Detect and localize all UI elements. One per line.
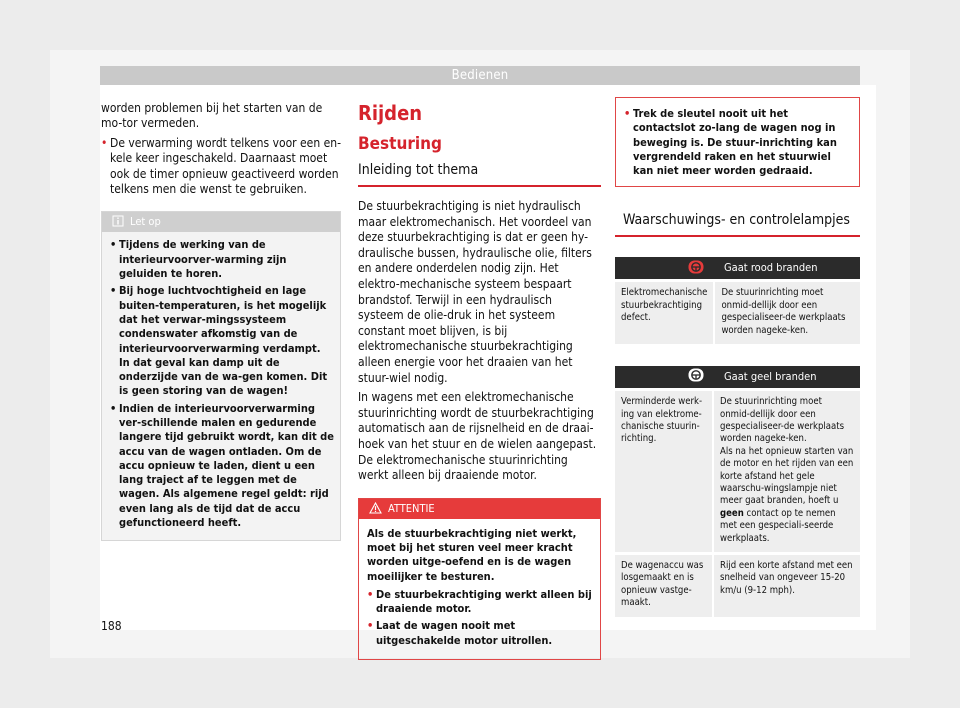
note-item: • Bij hoge luchtvochtigheid en lage buiten-temperaturen, is het mogelijk dat het verwar-mingssysteem condenswater afkomstig van de interieurvoorverwarming verdampt. In dat geval kan damp uit de onderzijde van de wa-gen komen. Dit is geen storing van de wagen! [110,284,334,398]
attention-title: ATTENTIE [388,501,435,515]
subsection-heading: Besturing [358,134,442,154]
paragraph: De stuurbekrachtiging is niet hydraulisch maar elektromechanisch. Het voordeel van deze stuurbekrachtiging is dat er geen hy-draulische bussen, hydraulische olie, filters en andere onderdelen nodig zijn. Het elektro-mechanische systeem bespaart brandstof. Terwijl in een hydraulisch systeem de olie-druk in het systeem constant moet blijven, is bij elektromechanische stuurbekrachtiging alleen energie voor het draaien van het stuur-wiel nodig. [358,199,592,385]
warning-triangle-icon [369,501,382,521]
table-row [615,552,860,617]
heater-bullet: • De verwarming wordt telkens voor een en-kele keer ingeschakeld. Daarnaast moet ook de timer opnieuw geactiveerd worden telkens men die wenst te gebruiken. [101,136,341,198]
topic-heading: Inleiding tot thema [358,161,601,187]
action-cell: De stuurinrichting moet onmid-dellijk door een gespecialiseer-de werkplaats worden nageke-ken. [715,279,860,344]
steering-wheel-red-icon [688,260,704,277]
chapter-header: Bedienen [100,66,860,85]
yellow-light-table [615,366,860,617]
middle-column [358,101,601,660]
steering-wheel-yellow-icon [688,368,704,385]
attention-header [359,499,600,519]
cause-cell: Elektromechanische stuurbekrachtiging defect. [615,279,715,344]
left-column [101,101,341,541]
attention-body [359,519,600,659]
section-heading: Rijden [358,101,423,125]
attention-box [358,498,601,660]
page-number: 188 [101,619,122,633]
body-text [358,199,601,484]
attention-item: • De stuurbekrachtiging werkt alleen bij draaiende motor. [367,588,592,617]
table-row [615,279,860,344]
note-body [102,232,340,540]
key-warning-box [615,97,860,187]
warning-lights-heading: Waarschuwings- en controlelampjes [615,211,860,237]
note-item: • Indien de interieurvoorverwarming ver-schillende malen en gedurende langere tijd gebruikt wordt, kan dit de accu van de wagen ontladen. Om de accu opnieuw te laden, dient u een lang traject af te leggen met de wagen. Als algemene regel geldt: rijd even lang als de tijd dat de accu gefunctioneerd heeft. [110,402,334,531]
note-item: • Tijdens de werking van de interieurvoorver-warming zijn geluiden te horen. [110,238,334,281]
action-cell: De stuurinrichting moet onmid-dellijk door een gespecialiseer-de werkplaats worden nageke-ken. Als na het opnieuw starten van de motor en het rijden van een korte afstand het gele waarschu-wingslampje niet meer gaat branden, hoeft u geen contact op te nemen met een gespeciali-seerde werkplaats. [714,388,860,552]
right-column [615,97,860,617]
table-row [615,388,860,552]
key-warning-text: • Trek de sleutel nooit uit het contactslot zo-lang de wagen nog in beweging is. De stuur-inrichting kan vergrendeld raken en het stuurwiel kan niet meer worden gedraaid. [624,107,851,178]
red-light-table [615,257,860,344]
intro-text: worden problemen bij het starten van de mo-tor vermeden. [101,101,323,131]
note-title: Let op [130,215,161,229]
yellow-table-header: Gaat geel branden [615,366,860,388]
paragraph: In wagens met een elektromechanische stuurinrichting wordt de stuurbekrachtiging automatisch aan de rijsnelheid en de draai-hoek van het stuur en de wielen aangepast. De elektromechanische stuurinrichting werkt alleen bij draaiende motor. [358,390,597,483]
cause-cell: De wagenaccu was losgemaakt en is opnieuw vastge-maakt. [615,552,714,617]
cause-cell: Verminderde werk-ing van elektrome-chanische stuurin-richting. [615,388,714,552]
action-cell: Rijd een korte afstand met een snelheid van ongeveer 15-20 km/u (9-12 mph). [714,552,860,617]
attention-lead: Als de stuurbekrachtiging niet werkt, moet bij het sturen veel meer kracht worden uitge-oefend en is de wagen moeilijker te besturen. [367,526,577,583]
attention-item: • Laat de wagen nooit met uitgeschakelde motor uitrollen. [367,619,592,648]
note-box [101,211,341,541]
red-table-header: Gaat rood branden [615,257,860,279]
info-icon [112,214,124,234]
note-header [102,212,340,232]
